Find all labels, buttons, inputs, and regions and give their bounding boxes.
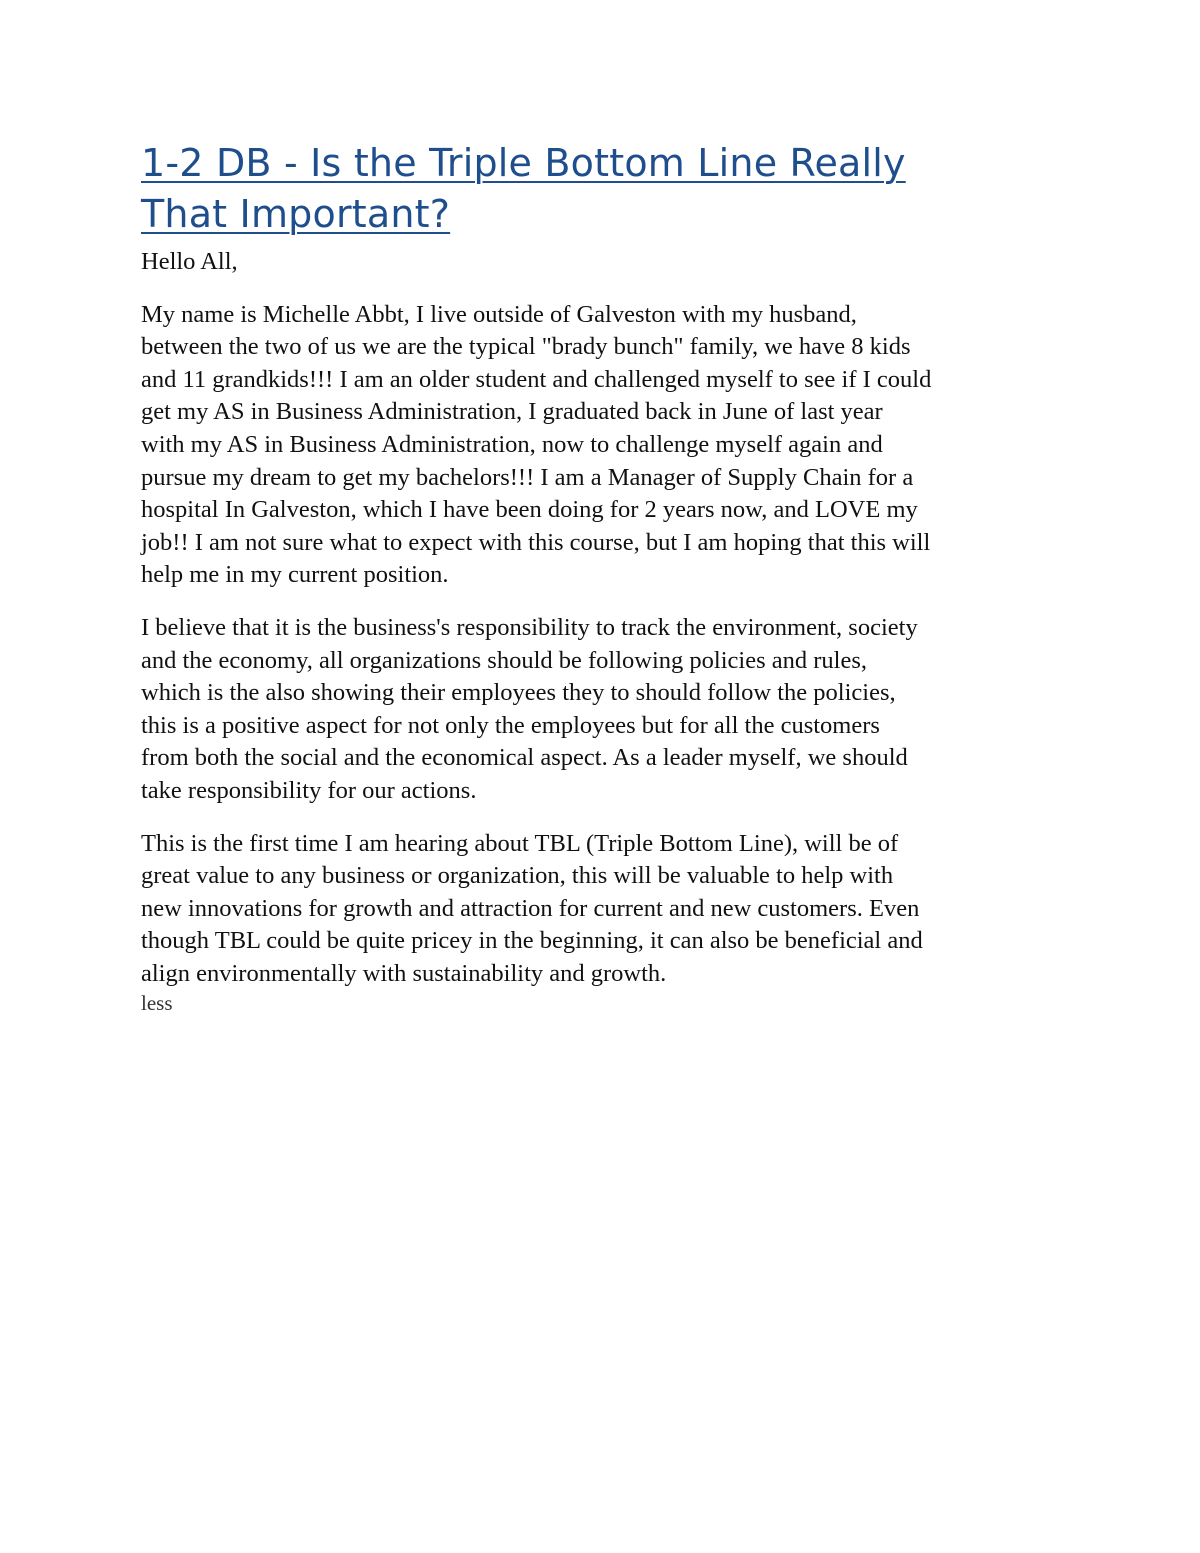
text-line: help me in my current position. [141,561,449,589]
text-line: from both the social and the economical aspect. As a leader myself, we should [141,744,908,772]
text-line: hospital In Galveston, which I have been doing for 2 years now, and LOVE my [141,496,918,524]
text-line: take responsibility for our actions. [141,776,477,804]
greeting: Hello All, [141,248,238,275]
paragraph-tbl [141,828,1061,991]
text-line: My name is Michelle Abbt, I live outside of Galveston with my husband, [141,300,857,328]
text-line: great value to any business or organization, this will be valuable to help with [141,862,894,890]
text-line: and the economy, all organizations should be following policies and rules, [141,646,867,674]
text-line: get my AS in Business Administration, I graduated back in June of last year [141,398,883,426]
text-line: between the two of us we are the typical "brady bunch" family, we have 8 kids [141,333,911,361]
text-line: this is a positive aspect for not only the employees but for all the customers [141,711,880,739]
less-toggle[interactable]: less [141,991,173,1016]
text-line: which is the also showing their employees they to should follow the policies, [141,679,896,707]
text-line: This is the first time I am hearing about TBL (Triple Bottom Line), will be of [141,829,899,857]
text-line: align environmentally with sustainability and growth. [141,959,667,987]
paragraph-responsibility [141,612,1061,808]
text-line: though TBL could be quite pricey in the beginning, it can also be beneficial and [141,927,923,955]
text-line: pursue my dream to get my bachelors!!! I am a Manager of Supply Chain for a [141,463,914,491]
text-line: with my AS in Business Administration, now to challenge myself again and [141,430,883,458]
text-line: job!! I am not sure what to expect with this course, but I am hoping that this will [141,528,931,556]
text-line: new innovations for growth and attraction for current and new customers. Even [141,894,920,922]
title-line: That Important? [141,192,451,236]
title-line: 1-2 DB - Is the Triple Bottom Line Really [141,141,906,185]
text-line: I believe that it is the business's responsibility to track the environment, society [141,613,918,641]
text-line: and 11 grandkids!!! I am an older student and challenged myself to see if I could [141,365,932,393]
paragraph-introduction [141,299,1061,592]
document-page [141,138,1061,1016]
post-title-link[interactable] [141,138,1061,240]
